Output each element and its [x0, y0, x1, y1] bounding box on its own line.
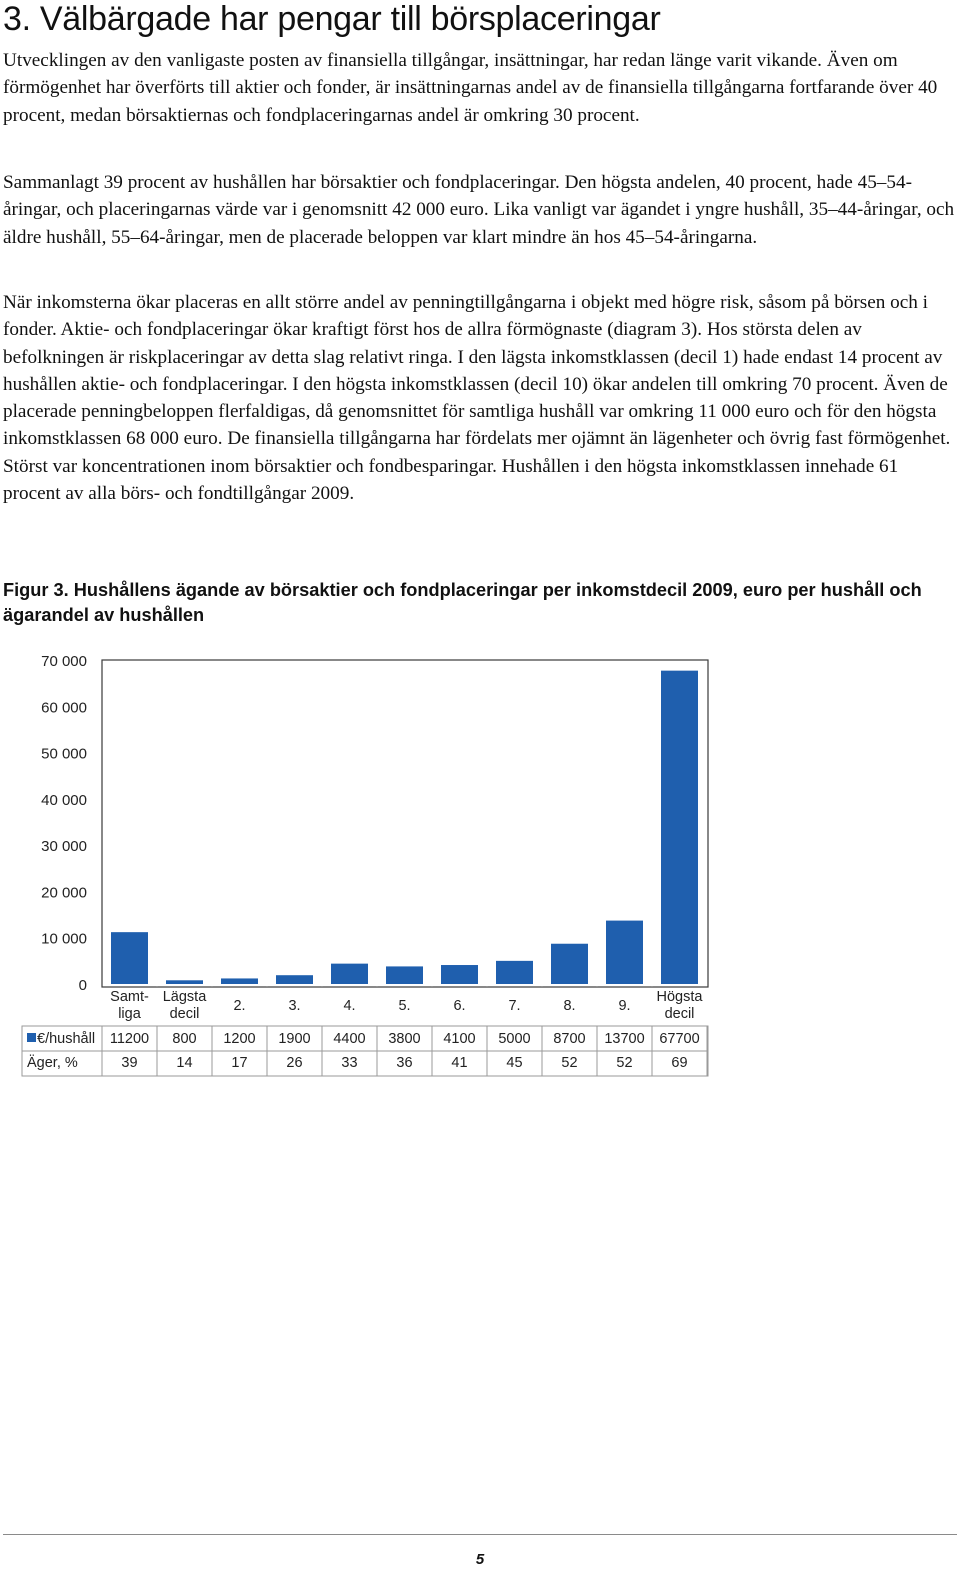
y-tick-label: 60 000 — [41, 699, 87, 717]
category-label: 4. — [343, 998, 356, 1014]
table-cell-value: 4100 — [443, 1031, 476, 1047]
category-label: Högsta — [656, 989, 703, 1005]
table-cell-value: 69 — [671, 1055, 688, 1071]
bar — [551, 944, 588, 984]
y-tick-label: 70 000 — [41, 653, 87, 670]
table-cell-value: 39 — [121, 1055, 138, 1071]
bar — [111, 932, 148, 984]
bar-chart — [0, 640, 960, 1090]
table-cell-value: 26 — [286, 1055, 303, 1071]
footer-divider — [3, 1534, 957, 1535]
category-label: 8. — [563, 998, 576, 1014]
table-cell-value: 3800 — [388, 1031, 421, 1047]
category-label: Lägsta — [162, 989, 207, 1005]
category-label: decil — [664, 1006, 695, 1022]
category-label: Samt- — [110, 989, 149, 1005]
legend-key — [27, 1033, 36, 1042]
table-cell-value: 45 — [506, 1055, 523, 1071]
bar — [661, 671, 698, 984]
bar — [331, 964, 368, 984]
table-cell-value: 5000 — [498, 1031, 531, 1047]
table-cell-value: 4400 — [333, 1031, 366, 1047]
table-cell-value: 52 — [616, 1055, 633, 1071]
table-cell-value: 11200 — [109, 1031, 150, 1047]
bar — [276, 975, 313, 984]
category-label: 5. — [398, 998, 411, 1014]
bar — [606, 921, 643, 984]
bar — [441, 965, 478, 984]
table-cell-value: 8700 — [553, 1031, 586, 1047]
table-row-label: €/hushåll — [37, 1031, 96, 1047]
bar — [386, 966, 423, 984]
y-tick-label: 30 000 — [41, 838, 87, 856]
paragraph-2: Sammanlagt 39 procent av hushållen har börsaktier och fondplaceringar. Den högsta andelen, 40 procent, hade 45–54-åringar, och placeringarnas värde var i genomsnitt 42 000 euro. Lika vanligt var ägandet i yngre hushåll, 35–44-åringar, och äldre hushåll, 55–64-åringar, men de placerade beloppen var klart mindre än hos 45–54-åringarna. — [3, 172, 955, 248]
y-tick-label: 20 000 — [41, 884, 87, 902]
category-label: 6. — [453, 998, 466, 1014]
table-cell-value: 14 — [176, 1055, 193, 1071]
section-heading: 3. Välbärgade har pengar till börsplaceringar — [3, 0, 661, 38]
y-tick-label: 0 — [78, 977, 87, 994]
table-cell-value: 41 — [451, 1055, 468, 1071]
paragraph-1: Utvecklingen av den vanligaste posten av finansiella tillgångar, insättningar, har redan länge varit vikande. Även om förmögenhet har överförts till aktier och fonder, är insättningarnas andel av de finansiella tillgångarna fortfarande över 40 procent, medan börsaktiernas och fondplaceringarnas andel är omkring 30 procent. — [3, 50, 938, 126]
category-label: 7. — [508, 998, 521, 1014]
table-cell-value: 1200 — [223, 1031, 256, 1047]
table-cell-value: 52 — [561, 1055, 578, 1071]
figure-caption: Figur 3. Hushållens ägande av börsaktier och fondplaceringar per inkomstdecil 2009, euro per hushåll och ägarandel av hushållen — [3, 580, 922, 625]
table-cell-value: 800 — [172, 1031, 197, 1047]
table-row-label: Äger, % — [27, 1055, 78, 1071]
paragraph-3: När inkomsterna ökar placeras en allt större andel av penningtillgångarna i objekt med högre risk, såsom på börsen och i fonder. Aktie- och fondplaceringar ökar kraftigt först hos de allra förmögnaste (diagram 3). Hos största delen av befolkningen är riskplaceringar av detta slag relativt ringa. I den lägsta inkomstklassen (decil 1) hade endast 14 procent av hushållen aktie- och fondplaceringar. I den högsta inkomstklassen (decil 10) ökar andelen till omkring 70 procent. Även de placerade penningbeloppen flerfaldigas, då genomsnittet för samtliga hushåll var omkring 11 000 euro och för den högsta inkomstklassen 68 000 euro. De finansiella tillgångarna har fördelats mer ojämnt än lägenheter och övrig fast förmögenhet. Störst var koncentrationen inom börsaktier och fondbesparingar. Hushållen i den högsta inkomstklassen innehade 61 procent av alla börs- och fondtillgångar 2009. — [3, 292, 951, 505]
category-label: liga — [118, 1006, 141, 1022]
category-label: 2. — [233, 998, 246, 1014]
table-cell-value: 36 — [396, 1055, 413, 1071]
table-cell-value: 67700 — [659, 1031, 700, 1047]
table-cell-value: 13700 — [604, 1031, 645, 1047]
category-label: decil — [169, 1006, 200, 1022]
bar — [496, 961, 533, 984]
y-tick-label: 50 000 — [41, 745, 87, 763]
page-number: 5 — [475, 1551, 485, 1568]
category-label: 9. — [618, 998, 631, 1014]
y-tick-label: 10 000 — [41, 930, 87, 948]
category-label: 3. — [288, 998, 301, 1014]
table-cell-value: 17 — [231, 1055, 248, 1071]
bar — [166, 980, 203, 984]
y-tick-label: 40 000 — [41, 791, 87, 809]
table-cell-value: 33 — [341, 1055, 358, 1071]
table-cell-value: 1900 — [278, 1031, 311, 1047]
bar — [221, 978, 258, 984]
